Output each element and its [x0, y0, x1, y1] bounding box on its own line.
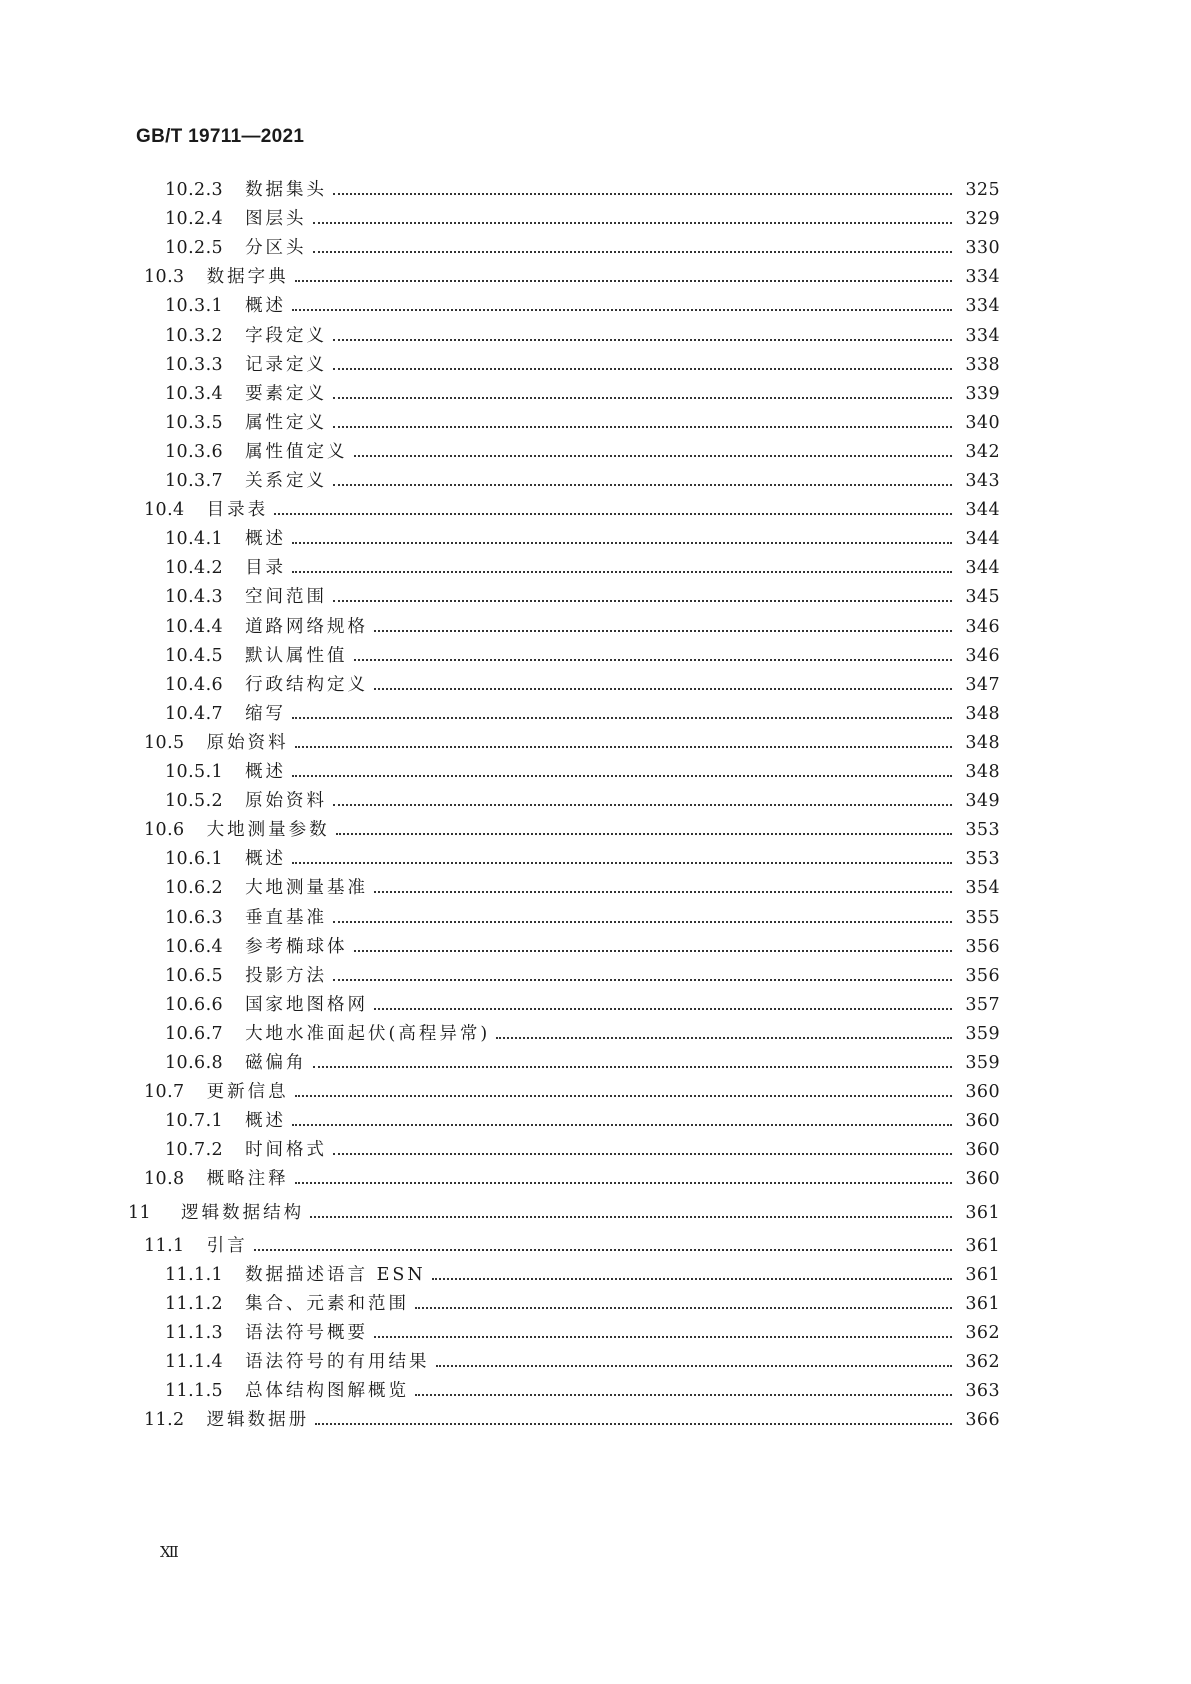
toc-entry[interactable] [165, 789, 1000, 813]
dot-leader [295, 280, 952, 282]
toc-entry-page: 356 [965, 965, 1000, 986]
dot-leader [295, 1095, 952, 1097]
toc-entry-number: 11.1.2 [165, 1293, 224, 1314]
toc-entry-number: 10.3.6 [165, 441, 224, 462]
dot-leader [295, 746, 952, 748]
dot-leader [354, 950, 952, 952]
toc-entry-number: 10.4.2 [165, 558, 224, 579]
dot-leader [292, 717, 952, 719]
dot-leader [333, 484, 952, 486]
dot-leader [313, 251, 952, 253]
toc-entry-page: 334 [965, 296, 1000, 317]
dot-leader [292, 775, 952, 777]
dot-leader [354, 659, 952, 661]
toc-entry[interactable] [128, 1201, 1000, 1225]
toc-entry[interactable] [144, 1167, 1000, 1191]
dot-leader [315, 1423, 952, 1425]
dot-leader [415, 1394, 952, 1396]
toc-entry-page: 348 [965, 732, 1000, 753]
dot-leader [333, 979, 952, 981]
dot-leader [333, 339, 952, 341]
toc-entry-title: 图层头 [245, 209, 307, 230]
toc-entry-title: 数据集头 [245, 180, 328, 200]
toc-entry-title: 概述 [245, 1111, 287, 1132]
toc-entry[interactable] [165, 1022, 1000, 1046]
toc-entry[interactable] [165, 1138, 1000, 1162]
toc-entry-page: 338 [965, 354, 1000, 375]
toc-entry-number: 10.4.1 [165, 529, 224, 550]
dot-leader [436, 1365, 952, 1367]
toc-entry-title: 概述 [245, 849, 287, 870]
toc-entry[interactable] [144, 1408, 1000, 1432]
toc-entry-number: 11.1 [144, 1235, 185, 1256]
toc-entry-title: 分区头 [245, 238, 307, 259]
toc-entry-page: 329 [965, 209, 1000, 230]
toc-entry[interactable] [165, 353, 1000, 377]
toc-entry[interactable] [144, 498, 1000, 522]
toc-entry-page: 362 [965, 1352, 1000, 1372]
dot-leader [333, 1153, 952, 1155]
dot-leader [374, 1008, 952, 1010]
toc-entry-page: 347 [965, 674, 1000, 695]
dot-leader [333, 397, 952, 399]
toc-entry[interactable] [165, 324, 1000, 348]
toc-entry-number: 10.4.7 [165, 703, 224, 724]
toc-entry[interactable] [165, 847, 1000, 871]
toc-entry-page: 356 [965, 936, 1000, 957]
toc-entry-title: 更新信息 [206, 1082, 289, 1103]
dot-leader [415, 1307, 952, 1309]
dot-leader [310, 1216, 952, 1218]
dot-leader [333, 368, 952, 370]
toc-entry-number: 10.4.3 [165, 587, 224, 608]
toc-entry[interactable] [165, 178, 1000, 202]
dot-leader [274, 513, 952, 515]
toc-entry-page: 343 [965, 471, 1000, 491]
toc-entry-page: 353 [965, 820, 1000, 841]
toc-entry[interactable] [144, 1080, 1000, 1104]
toc-entry-page: 359 [965, 1053, 1000, 1073]
toc-entry[interactable] [165, 1292, 1000, 1316]
toc-entry-number: 10.6.8 [165, 1053, 224, 1073]
toc-entry-page: 363 [965, 1381, 1000, 1402]
toc-entry-title: 大地测量基准 [245, 878, 369, 899]
toc-entry-title: 属性定义 [245, 412, 328, 433]
toc-entry-page: 353 [965, 849, 1000, 870]
toc-entry-number: 10.4.6 [165, 674, 224, 695]
toc-entry[interactable] [165, 760, 1000, 784]
toc-entry[interactable] [165, 236, 1000, 260]
toc-entry-title: 关系定义 [245, 471, 328, 491]
toc-entry-page: 340 [965, 412, 1000, 433]
toc-entry-page: 361 [965, 1293, 1000, 1314]
toc-entry-title: 引言 [206, 1235, 248, 1256]
toc-entry-page: 344 [965, 529, 1000, 550]
toc-entry-title: 字段定义 [245, 325, 328, 346]
toc-entry-title: 投影方法 [245, 965, 328, 986]
toc-entry-page: 348 [965, 762, 1000, 782]
toc-entry-title: 国家地图格网 [245, 994, 369, 1015]
toc-entry-page: 339 [965, 383, 1000, 404]
toc-entry-number: 10.4 [144, 500, 185, 521]
dot-leader [292, 542, 952, 544]
dot-leader [374, 891, 952, 893]
toc-entry-title: 参考椭球体 [245, 936, 348, 957]
toc-entry-number: 10.4.5 [165, 645, 224, 666]
toc-entry-title: 逻辑数据册 [206, 1410, 310, 1431]
toc-entry-page: 360 [965, 1111, 1000, 1132]
toc-entry-number: 10.6.6 [165, 994, 224, 1015]
dot-leader [292, 571, 952, 573]
toc-entry-page: 362 [965, 1322, 1000, 1343]
dot-leader [333, 426, 952, 428]
toc-entry-number: 10.3 [144, 267, 185, 288]
toc-entry[interactable] [165, 935, 1000, 959]
toc-entry[interactable] [165, 876, 1000, 900]
dot-leader [295, 1182, 952, 1184]
toc-entry-title: 目录表 [206, 500, 269, 521]
toc-entry[interactable] [144, 731, 1000, 755]
toc-entry-title: 行政结构定义 [245, 674, 369, 695]
toc-entry-page: 342 [965, 441, 1000, 462]
toc-entry-number: 10.3.1 [165, 296, 224, 317]
toc-entry-number: 10.5.2 [165, 791, 224, 812]
dot-leader [313, 1066, 952, 1068]
toc-entry[interactable] [165, 411, 1000, 435]
toc-entry-number: 10.7.2 [165, 1140, 224, 1161]
toc-entry[interactable] [165, 585, 1000, 609]
toc-entry-page: 361 [965, 1235, 1000, 1256]
toc-entry-page: 348 [965, 703, 1000, 724]
page-number: Ⅻ [160, 1543, 179, 1561]
toc-entry-title: 概述 [245, 762, 287, 782]
dot-leader [354, 455, 952, 457]
toc-entry-number: 11.1.5 [165, 1381, 224, 1402]
toc-entry[interactable] [165, 906, 1000, 930]
toc-entry-page: 361 [965, 1202, 1000, 1223]
toc-entry-title: 记录定义 [245, 354, 328, 375]
toc-entry-title: 默认属性值 [245, 645, 348, 666]
dot-leader [333, 600, 952, 602]
toc-entry-title: 磁偏角 [245, 1053, 307, 1073]
toc-entry-page: 361 [965, 1264, 1000, 1285]
toc-entry[interactable] [165, 993, 1000, 1017]
toc-entry-title: 概述 [245, 529, 287, 550]
dot-leader [292, 309, 952, 311]
toc-entry-title: 大地测量参数 [206, 820, 330, 841]
toc-entry-page: 344 [965, 558, 1000, 579]
toc-entry-page: 334 [965, 325, 1000, 346]
toc-entry-title: 大地水准面起伏(高程异常) [245, 1023, 491, 1044]
toc-entry-number: 11.1.3 [165, 1322, 224, 1343]
toc-entry-page: 349 [965, 791, 1000, 812]
toc-entry-number: 10.6.2 [165, 878, 224, 899]
toc-entry[interactable] [165, 1379, 1000, 1403]
toc-entry[interactable] [144, 1234, 1000, 1258]
dot-leader [333, 804, 952, 806]
toc-entry-page: 344 [965, 500, 1000, 521]
toc-entry-number: 10.6.1 [165, 849, 224, 870]
toc-entry[interactable] [165, 527, 1000, 551]
toc-entry-title: 属性值定义 [245, 441, 348, 462]
toc-entry-number: 10.7 [144, 1082, 185, 1103]
toc-entry[interactable] [165, 964, 1000, 988]
toc-entry[interactable] [165, 1109, 1000, 1133]
toc-entry-title: 原始资料 [245, 791, 328, 812]
toc-entry-number: 10.6 [144, 820, 185, 841]
dot-leader [254, 1249, 952, 1251]
toc-entry[interactable] [165, 615, 1000, 639]
toc-entry-number: 10.4.4 [165, 616, 224, 637]
toc-entry-title: 语法符号概要 [245, 1322, 369, 1343]
toc-entry-title: 道路网络规格 [245, 616, 369, 637]
toc-entry-title: 缩写 [245, 703, 287, 724]
toc-entry[interactable] [165, 644, 1000, 668]
dot-leader [432, 1278, 952, 1280]
toc-entry-number: 10.6.3 [165, 907, 224, 928]
toc-entry-page: 325 [965, 180, 1000, 200]
toc-entry[interactable] [165, 294, 1000, 318]
toc-entry-number: 10.2.4 [165, 209, 224, 230]
toc-entry-title: 数据描述语言 ESN [245, 1264, 426, 1285]
dot-leader [333, 921, 952, 923]
toc-entry-page: 360 [965, 1169, 1000, 1190]
dot-leader [333, 193, 952, 195]
toc-entry-title: 逻辑数据结构 [181, 1202, 305, 1223]
toc-entry[interactable] [165, 1350, 1000, 1374]
toc-entry[interactable] [144, 265, 1000, 289]
toc-entry-number: 10.5.1 [165, 762, 224, 782]
toc-entry-page: 359 [965, 1023, 1000, 1044]
toc-entry-title: 数据字典 [206, 267, 289, 288]
toc-entry[interactable] [165, 207, 1000, 231]
toc-entry-number: 10.3.3 [165, 354, 224, 375]
toc-entry-number: 10.7.1 [165, 1111, 224, 1132]
toc-entry-page: 360 [965, 1140, 1000, 1161]
toc-entry-number: 10.6.4 [165, 936, 224, 957]
toc-entry[interactable] [144, 818, 1000, 842]
dot-leader [374, 630, 952, 632]
dot-leader [292, 862, 952, 864]
toc-entry-page: 330 [965, 238, 1000, 259]
toc-entry-page: 366 [965, 1410, 1000, 1431]
toc-entry-number: 11.1.4 [165, 1352, 224, 1372]
toc-entry-title: 集合、元素和范围 [245, 1293, 410, 1314]
toc-entry-number: 10.8 [144, 1169, 185, 1190]
toc-entry-page: 334 [965, 267, 1000, 288]
toc-entry[interactable] [165, 440, 1000, 464]
toc-entry-page: 360 [965, 1082, 1000, 1103]
toc-entry-title: 概略注释 [206, 1169, 289, 1190]
toc-entry-title: 总体结构图解概览 [245, 1381, 410, 1402]
toc-entry[interactable] [165, 382, 1000, 406]
toc-entry-number: 10.2.5 [165, 238, 224, 259]
toc-entry-number: 11 [128, 1202, 152, 1223]
toc-entry-number: 11.1.1 [165, 1264, 224, 1285]
toc-entry-page: 357 [965, 994, 1000, 1015]
toc-entry[interactable] [165, 469, 1000, 493]
toc-entry-number: 10.2.3 [165, 180, 224, 200]
toc-entry-number: 10.3.4 [165, 383, 224, 404]
toc-entry-page: 346 [965, 645, 1000, 666]
toc-entry-page: 345 [965, 587, 1000, 608]
toc-entry-number: 10.3.5 [165, 412, 224, 433]
toc-entry[interactable] [165, 556, 1000, 580]
dot-leader [374, 1336, 952, 1338]
toc-entry-number: 11.2 [144, 1410, 185, 1431]
toc-entry[interactable] [165, 1321, 1000, 1345]
dot-leader [496, 1037, 952, 1039]
toc-entry[interactable] [165, 673, 1000, 697]
dot-leader [292, 1124, 952, 1126]
toc-entry-title: 原始资料 [206, 732, 289, 753]
toc-entry-number: 10.6.7 [165, 1023, 224, 1044]
toc-entry-title: 语法符号的有用结果 [245, 1352, 430, 1372]
toc-entry-number: 10.5 [144, 732, 185, 753]
toc-entry-title: 空间范围 [245, 587, 328, 608]
toc-entry-title: 概述 [245, 296, 287, 317]
dot-leader [336, 833, 952, 835]
toc-entry-page: 354 [965, 878, 1000, 899]
toc-entry-title: 垂直基准 [245, 907, 328, 928]
toc-entry-number: 10.3.7 [165, 471, 224, 491]
toc-entry[interactable] [165, 1263, 1000, 1287]
toc-entry[interactable] [165, 1051, 1000, 1075]
toc-entry-title: 要素定义 [245, 383, 328, 404]
toc-entry[interactable] [165, 702, 1000, 726]
dot-leader [374, 688, 952, 690]
toc-entry-number: 10.3.2 [165, 325, 224, 346]
toc-entry-page: 346 [965, 616, 1000, 637]
dot-leader [313, 222, 952, 224]
toc-entry-number: 10.6.5 [165, 965, 224, 986]
toc-entry-title: 目录 [245, 558, 287, 579]
document-code: GB/T 19711—2021 [136, 126, 305, 147]
toc-entry-page: 355 [965, 907, 1000, 928]
toc-entry-title: 时间格式 [245, 1140, 328, 1161]
